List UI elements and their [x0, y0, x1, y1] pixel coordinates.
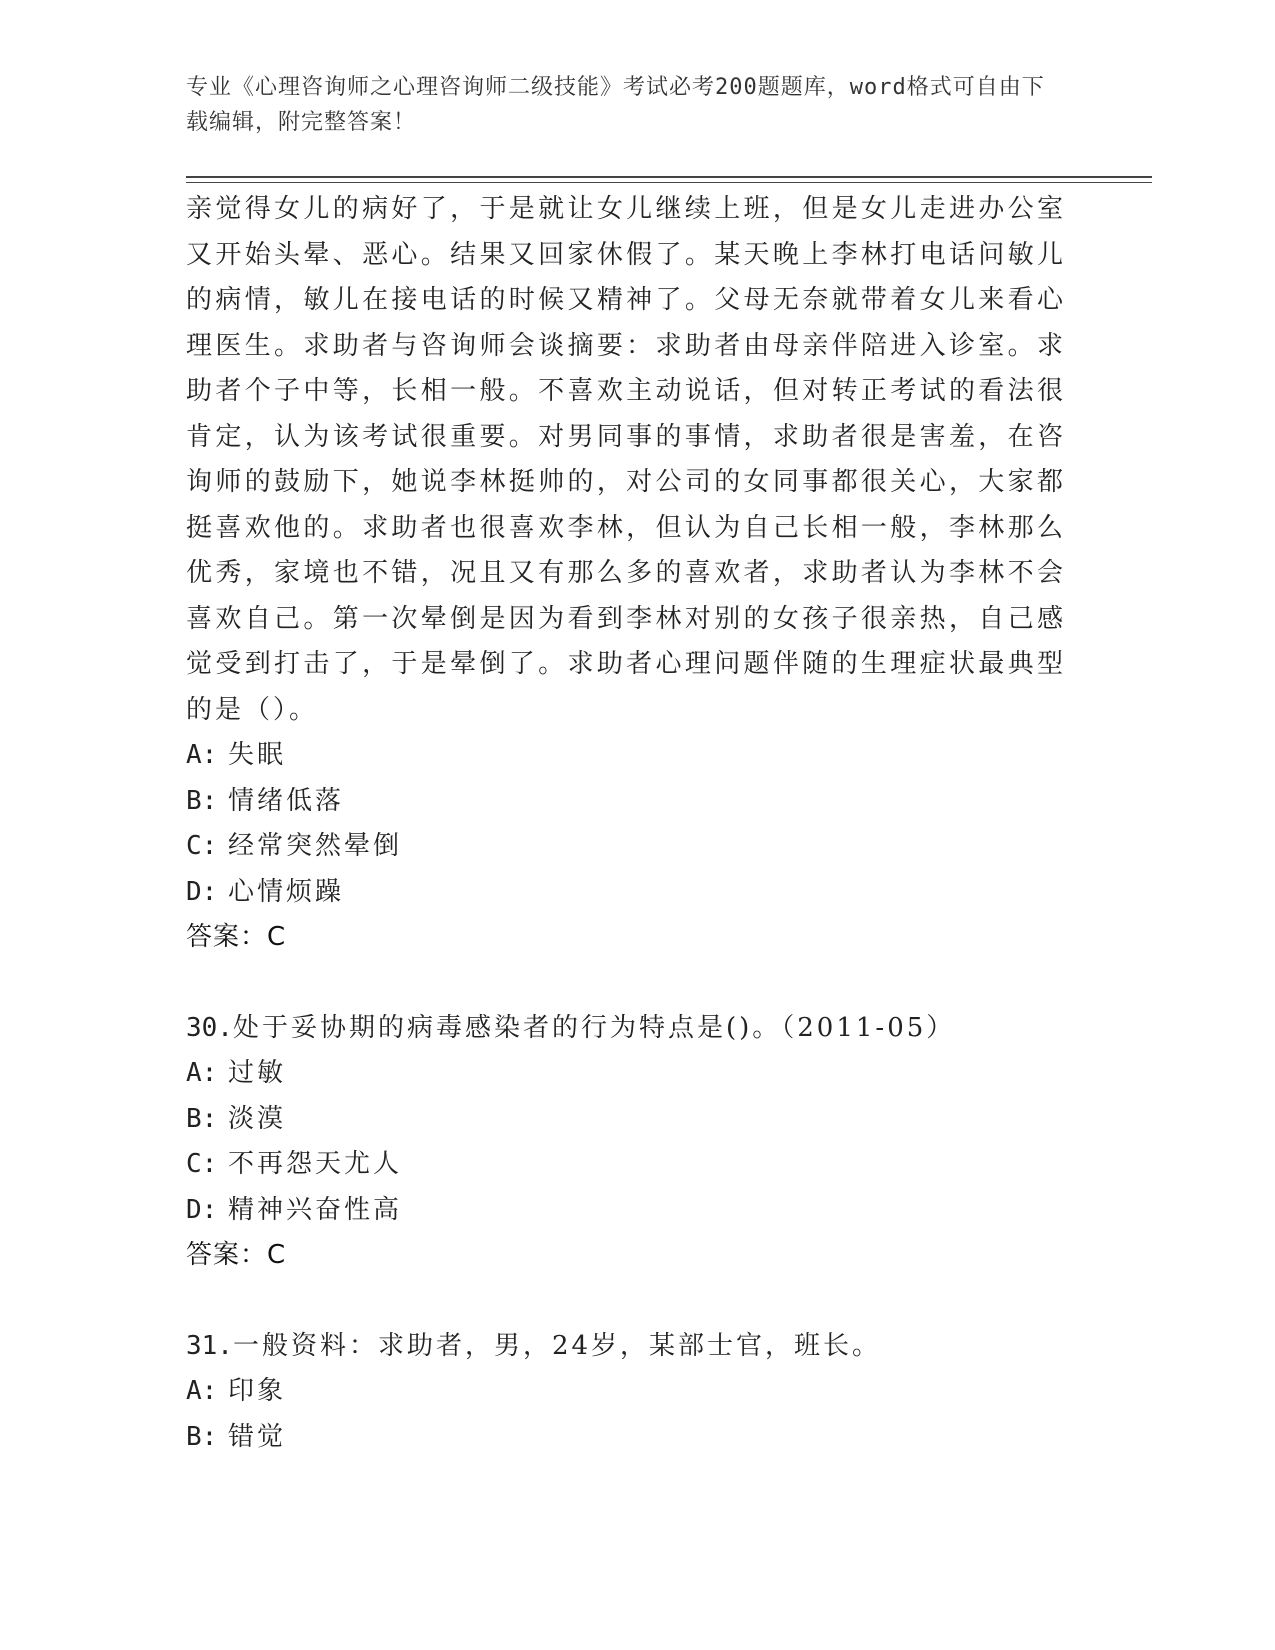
option-text: 情绪低落	[228, 785, 345, 816]
option-label: C:	[186, 831, 218, 861]
option-label: B:	[186, 1103, 218, 1134]
question-30-option-c	[186, 1142, 1066, 1188]
option-text: 过敏	[228, 1058, 287, 1088]
question-text: 处于妥协期的病毒感染者的行为特点是()。（2011-05）	[232, 1012, 956, 1043]
option-text: 心情烦躁	[228, 876, 345, 907]
question-31-option-b	[186, 1415, 1066, 1461]
option-text: 不再怨天尤人	[228, 1149, 403, 1179]
option-text: 精神兴奋性高	[228, 1194, 403, 1225]
question-30-option-a	[186, 1051, 1066, 1097]
spacer	[186, 961, 1066, 1006]
question-number: 31.	[186, 1330, 233, 1361]
option-label: A:	[186, 740, 218, 770]
question-30-title	[186, 1006, 1066, 1052]
question-30-answer: 答案：C	[186, 1240, 287, 1270]
option-text: 经常突然晕倒	[228, 831, 403, 861]
question-29-option-d	[186, 870, 1066, 916]
option-label: A:	[186, 1058, 218, 1088]
option-text: 印象	[228, 1376, 287, 1406]
question-30-option-b	[186, 1097, 1066, 1143]
option-label: B:	[186, 785, 218, 816]
page-header: 专业《心理咨询师之心理咨询师二级技能》考试必考200题题库，word格式可自由下载编辑，附完整答案！	[186, 75, 1045, 135]
document-content	[186, 187, 1066, 1460]
question-29-option-b	[186, 779, 1066, 825]
question-text: 一般资料：求助者，男，24岁，某部士官，班长。	[232, 1330, 882, 1361]
question-29-passage: 亲觉得女儿的病好了，于是就让女儿继续上班，但是女儿走进办公室又开始头晕、恶心。结果又回家休假了。某天晚上李林打电话问敏儿的病情，敏儿在接电话的时候又精神了。父母无奈就带着女儿来看心理医生。求助者与咨询师会谈摘要：求助者由母亲伴陪进入诊室。求助者个子中等，长相一般。不喜欢主动说话，但对转正考试的看法很肯定，认为该考试很重要。对男同事的事情，求助者很是害羞，在咨询师的鼓励下，她说李林挺帅的，对公司的女同事都很关心，大家都挺喜欢他的。求助者也很喜欢李林，但认为自己长相一般，李林那么优秀，家境也不错，况且又有那么多的喜欢者，求助者认为李林不会喜欢自己。第一次晕倒是因为看到李林对别的女孩子很亲热，自己感觉受到打击了，于是晕倒了。求助者心理问题伴随的生理症状最典型的是（）。	[186, 194, 1066, 725]
option-text: 错觉	[228, 1421, 287, 1452]
question-31-option-a	[186, 1369, 1066, 1415]
header-rule-thick	[186, 176, 1152, 178]
question-29-option-c	[186, 824, 1066, 870]
option-label: B:	[186, 1421, 218, 1452]
option-label: C:	[186, 1149, 218, 1179]
option-text: 失眠	[228, 740, 287, 770]
question-31-title	[186, 1324, 1066, 1370]
option-label: D:	[186, 876, 218, 907]
question-30-option-d	[186, 1188, 1066, 1234]
header-rule-thin	[186, 182, 1152, 183]
option-label: A:	[186, 1376, 218, 1406]
option-text: 淡漠	[228, 1103, 287, 1134]
question-29-answer: 答案：C	[186, 922, 287, 952]
question-number: 30.	[186, 1012, 233, 1043]
option-label: D:	[186, 1194, 218, 1225]
question-29-option-a	[186, 733, 1066, 779]
spacer	[186, 1279, 1066, 1324]
